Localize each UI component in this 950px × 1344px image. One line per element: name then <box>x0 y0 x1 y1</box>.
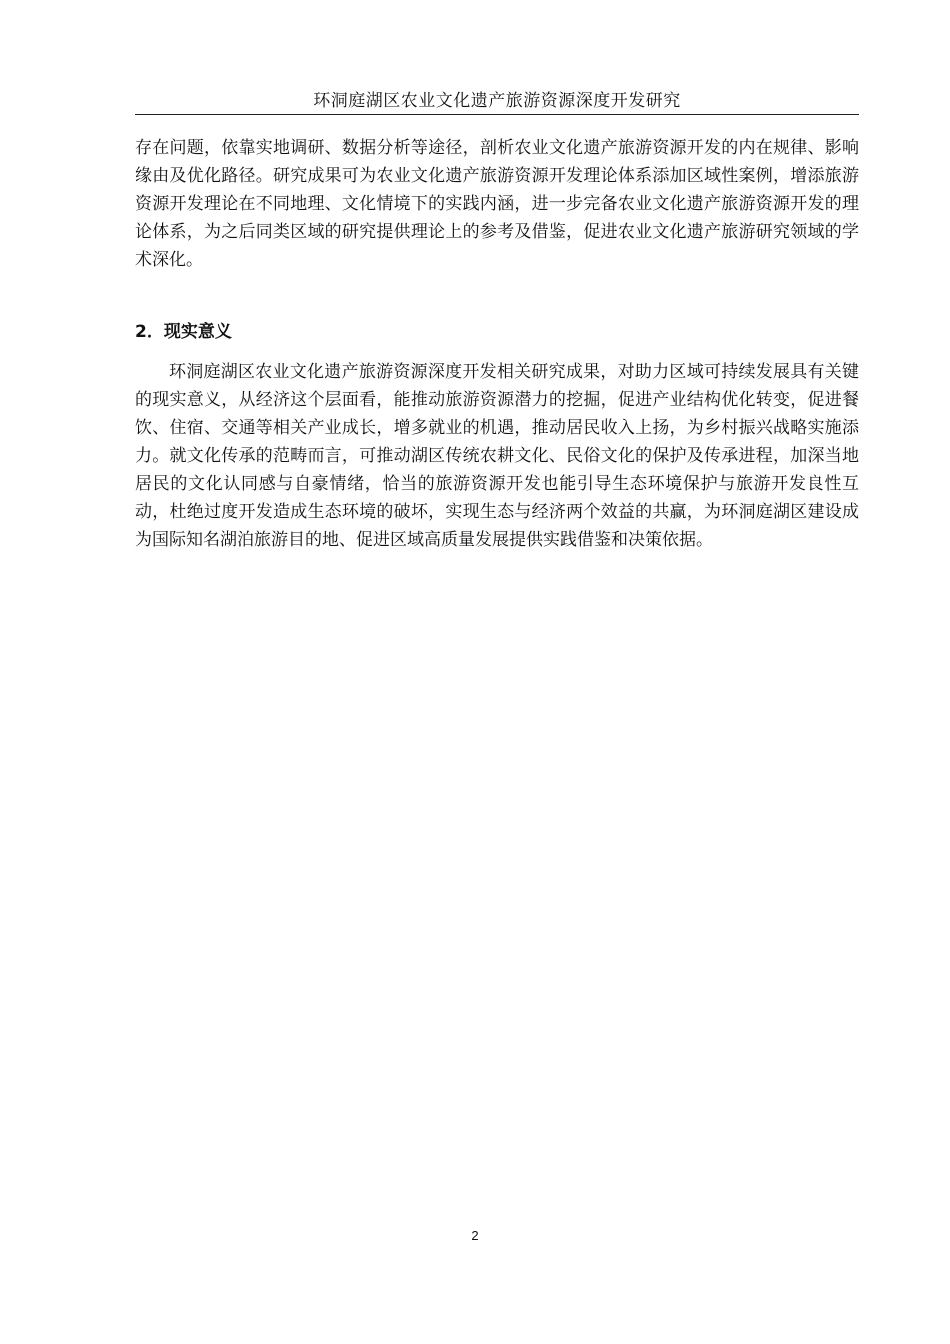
body-paragraph-practical-significance: 环洞庭湖区农业文化遗产旅游资源深度开发相关研究成果，对助力区域可持续发展具有关键的现实意义，从经济这个层面看，能推动旅游资源潜力的挖掘，促进产业结构优化转变，促进餐饮、住宿、交通等相关产业成长，增多就业的机遇，推动居民收入上扬，为乡村振兴战略实施添力。就文化传承的范畴而言，可推动湖区传统农耕文化、民俗文化的保护及传承进程，加深当地居民的文化认同感与自豪情绪，恰当的旅游资源开发也能引导生态环境保护与旅游开发良性互动，杜绝过度开发造成生态环境的破坏，实现生态与经济两个效益的共赢，为环洞庭湖区建设成为国际知名湖泊旅游目的地、促进区域高质量发展提供实践借鉴和决策依据。 <box>135 362 859 550</box>
header-divider <box>135 114 859 115</box>
running-header: 环洞庭湖区农业文化遗产旅游资源深度开发研究 <box>313 91 681 111</box>
page-number: 2 <box>471 1228 479 1243</box>
section-heading-practical-significance: 2．现实意义 <box>135 322 232 342</box>
body-paragraph-continuation: 存在问题，依靠实地调研、数据分析等途径，剖析农业文化遗产旅游资源开发的内在规律、影响缘由及优化路径。研究成果可为农业文化遗产旅游资源开发理论体系添加区域性案例，增添旅游资源开发理论在不同地理、文化情境下的实践内涵，进一步完备农业文化遗产旅游资源开发的理论体系，为之后同类区域的研究提供理论上的参考及借鉴，促进农业文化遗产旅游研究领域的学术深化。 <box>135 138 859 270</box>
